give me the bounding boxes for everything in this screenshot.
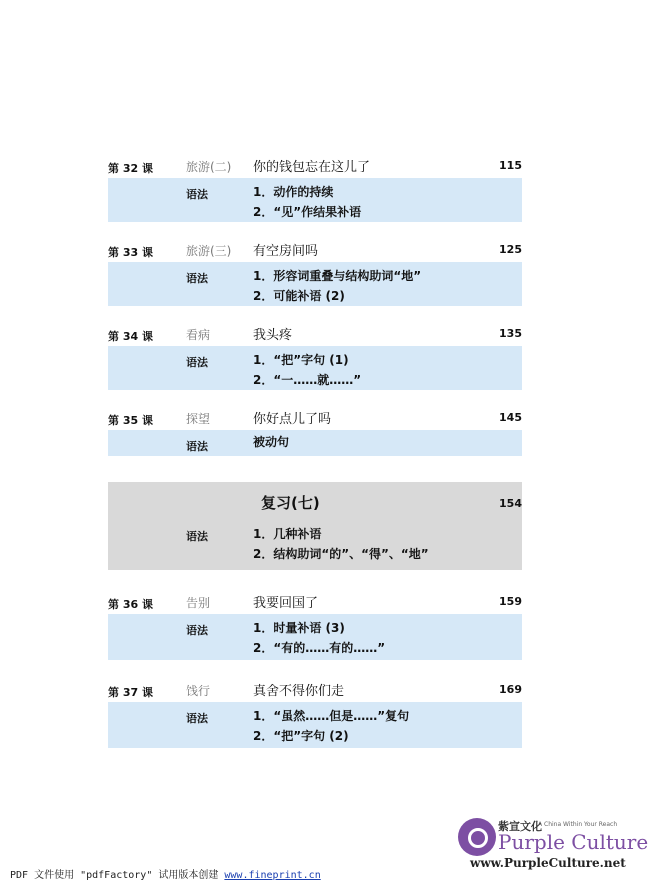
review-page-number: 154 xyxy=(499,497,522,510)
lesson-37 xyxy=(108,680,522,748)
grammar-label: 语法 xyxy=(186,440,208,453)
lesson-title[interactable]: 有空房间吗 xyxy=(253,244,319,259)
lesson-header xyxy=(108,592,522,614)
lesson-32 xyxy=(108,156,522,222)
purple-culture-logo xyxy=(458,818,648,870)
grammar-box xyxy=(108,430,522,456)
logo-chinese-name: 紫宣文化 xyxy=(498,820,542,833)
grammar-item: 2．“一……就……” xyxy=(253,373,362,387)
grammar-item: 1．动作的持续 xyxy=(253,185,334,199)
lesson-topic: 探望 xyxy=(186,412,211,426)
lesson-title[interactable]: 我要回国了 xyxy=(253,596,319,611)
lesson-page-number: 169 xyxy=(499,683,522,696)
lesson-topic: 旅游(二) xyxy=(186,160,232,174)
lesson-page-number: 125 xyxy=(499,243,522,256)
lesson-page-number: 135 xyxy=(499,327,522,340)
grammar-box xyxy=(108,178,522,222)
lesson-number: 第 36 课 xyxy=(108,598,153,611)
lesson-number: 第 34 课 xyxy=(108,330,153,343)
grammar-item: 2．“见”作结果补语 xyxy=(253,205,362,219)
lesson-header xyxy=(108,680,522,702)
grammar-item: 2．可能补语 (2) xyxy=(253,289,345,303)
grammar-label: 语法 xyxy=(186,188,208,201)
grammar-item: 1．时量补语 (3) xyxy=(253,621,345,635)
lesson-page-number: 145 xyxy=(499,411,522,424)
grammar-item: 2．“把”字句 (2) xyxy=(253,729,349,743)
logo-tagline: A China Within Your Reach xyxy=(538,821,618,828)
lesson-header xyxy=(108,408,522,430)
spiral-logo-icon xyxy=(458,818,496,856)
pdf-footer xyxy=(10,866,321,881)
lesson-36 xyxy=(108,592,522,660)
lesson-number: 第 33 课 xyxy=(108,246,153,259)
lesson-title[interactable]: 你的钱包忘在这儿了 xyxy=(253,160,371,175)
lesson-topic: 看病 xyxy=(186,328,211,342)
grammar-box xyxy=(108,614,522,660)
grammar-label: 语法 xyxy=(186,272,208,285)
grammar-item: 被动句 xyxy=(253,435,290,449)
grammar-item: 2．“有的……有的……” xyxy=(253,641,386,655)
lesson-title[interactable]: 你好点儿了吗 xyxy=(253,412,332,427)
lesson-number: 第 35 课 xyxy=(108,414,153,427)
grammar-box xyxy=(108,702,522,748)
lesson-topic: 饯行 xyxy=(186,684,211,698)
grammar-label: 语法 xyxy=(186,530,208,543)
lesson-header xyxy=(108,156,522,178)
footer-link[interactable]: www.fineprint.cn xyxy=(224,870,321,881)
lesson-page-number: 159 xyxy=(499,595,522,608)
grammar-item: 2．结构助词“的”、“得”、“地” xyxy=(253,547,429,561)
grammar-item: 1．形容词重叠与结构助词“地” xyxy=(253,269,422,283)
review-title[interactable]: 复习(七) xyxy=(261,494,320,512)
lesson-header xyxy=(108,240,522,262)
grammar-item: 1．“把”字句 (1) xyxy=(253,353,349,367)
lesson-title[interactable]: 我头疼 xyxy=(253,328,293,343)
lesson-title[interactable]: 真舍不得你们走 xyxy=(253,684,345,699)
footer-text: PDF 文件使用 "pdfFactory" 试用版本创建 xyxy=(10,870,225,881)
lesson-number: 第 32 课 xyxy=(108,162,153,175)
lesson-33 xyxy=(108,240,522,306)
lesson-topic: 告别 xyxy=(186,596,211,610)
lesson-35 xyxy=(108,408,522,456)
grammar-item: 1．几种补语 xyxy=(253,527,322,541)
logo-english-name: Purple Culture xyxy=(498,830,648,854)
grammar-label: 语法 xyxy=(186,624,208,637)
lesson-34 xyxy=(108,324,522,390)
lesson-header xyxy=(108,324,522,346)
grammar-label: 语法 xyxy=(186,356,208,369)
grammar-item: 1．“虽然……但是……”复句 xyxy=(253,709,410,723)
grammar-box xyxy=(108,346,522,390)
grammar-box xyxy=(108,262,522,306)
lesson-number: 第 37 课 xyxy=(108,686,153,699)
review-section xyxy=(108,482,522,570)
lesson-page-number: 115 xyxy=(499,159,522,172)
grammar-label: 语法 xyxy=(186,712,208,725)
logo-url: www.PurpleCulture.net xyxy=(470,856,626,870)
lesson-topic: 旅游(三) xyxy=(186,244,232,258)
